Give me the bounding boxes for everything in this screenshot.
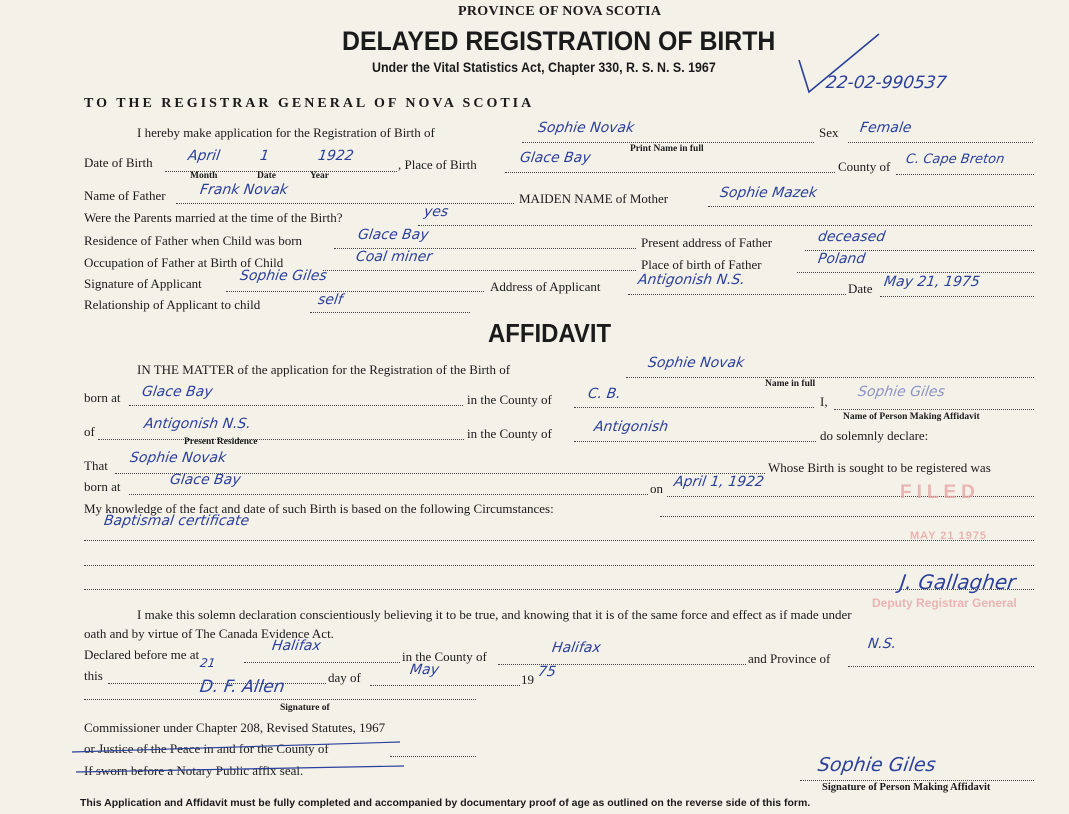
this-label: this: [84, 668, 103, 683]
deponent-name-value: Sophie Giles: [856, 384, 946, 400]
matter-label: IN THE MATTER of the application for the Registration of the Birth of: [137, 362, 511, 377]
born-at2-value: Glace Bay: [168, 472, 242, 488]
province-heading: PROVINCE OF NOVA SCOTIA: [458, 4, 662, 19]
occupation-label: Occupation of Father at Birth of Child: [84, 255, 284, 270]
filed-date-stamp: MAY 21 1975: [910, 530, 988, 542]
county3-label: in the County of: [402, 649, 487, 664]
present-address-value: deceased: [816, 229, 887, 245]
document-title: DELAYED REGISTRATION OF BIRTH: [342, 26, 776, 56]
of-value: Antigonish N.S.: [142, 416, 253, 432]
year-caption: Year: [310, 171, 329, 181]
declare-label: do solemnly declare:: [820, 428, 929, 443]
province-label: and Province of: [748, 651, 831, 666]
commissioner-line: Commissioner under Chapter 208, Revised Statutes, 1967: [84, 720, 386, 735]
matter-name-value: Sophie Novak: [646, 355, 746, 371]
knowledge-label: My knowledge of the fact and date of such Birth is based on the following Circumstances:: [84, 501, 554, 516]
that-value: Sophie Novak: [128, 450, 228, 466]
on-label: on: [650, 481, 663, 496]
present-address-label: Present address of Father: [641, 235, 773, 250]
county3-value: Halifax: [550, 640, 602, 656]
address-label: Address of Applicant: [490, 279, 601, 294]
application-date-value: May 21, 1975: [882, 274, 981, 290]
relationship-value: self: [316, 292, 344, 308]
dob-day-value: 1: [258, 148, 271, 164]
registration-number: 22-02-990537: [824, 73, 948, 93]
name-full-caption: Name in full: [765, 379, 816, 389]
deponent-signature: Sophie Giles: [816, 754, 938, 776]
strike-lines: [70, 736, 410, 776]
i-label: I,: [820, 394, 828, 409]
father-pob-value: Poland: [816, 251, 867, 267]
justice-line: or Justice of the Peace in and for the County of: [84, 741, 329, 756]
registrar-signature: J. Gallagher: [898, 570, 1018, 594]
year-suffix-value: 75: [536, 664, 557, 680]
deponent-caption: Signature of Person Making Affidavit: [822, 782, 991, 793]
intro-label: I hereby make application for the Registration of Birth of: [137, 125, 435, 140]
circumstances-value: Baptismal certificate: [102, 513, 251, 529]
residence-value: Glace Bay: [356, 227, 430, 243]
declared-value: Halifax: [270, 638, 322, 654]
signature-label: Signature of Applicant: [84, 276, 202, 291]
born-at-label: born at: [84, 390, 121, 405]
address-value: Antigonish N.S.: [636, 272, 747, 288]
of-label: of: [84, 424, 95, 439]
relationship-label: Relationship of Applicant to child: [84, 297, 261, 312]
date-label: Date: [848, 281, 873, 296]
affidavit-county2-value: Antigonish: [592, 419, 670, 435]
declaration-line-2: oath and by virtue of The Canada Evidence Act.: [84, 626, 334, 641]
print-name-caption: Print Name in full: [630, 144, 704, 154]
registrar-role-stamp: Deputy Registrar General: [872, 596, 1017, 610]
declaration-line-1: I make this solemn declaration conscientiously believing it to be true, and knowing that it is of the same force and effect as if made under: [137, 607, 852, 622]
sex-value: Female: [858, 120, 913, 136]
married-label: Were the Parents married at the time of the Birth?: [84, 210, 343, 225]
signature-of-caption: Signature of: [280, 703, 330, 713]
affidavit-county-value: C. B.: [586, 386, 622, 402]
whose-birth-label: Whose Birth is sought to be registered was: [768, 460, 991, 475]
affidavit-title: AFFIDAVIT: [488, 318, 612, 348]
document-subtitle: Under the Vital Statistics Act, Chapter 330, R. S. N. S. 1967: [372, 60, 716, 75]
dob-year-value: 1922: [316, 148, 355, 164]
occupation-value: Coal miner: [354, 249, 434, 265]
day-of-label: day of: [328, 670, 361, 685]
child-name-value: Sophie Novak: [536, 120, 636, 136]
pob-label: , Place of Birth: [398, 157, 477, 172]
born-at2-label: born at: [84, 479, 121, 494]
dob-label: Date of Birth: [84, 155, 153, 170]
day-value: 21: [199, 656, 217, 670]
registrar-address: TO THE REGISTRAR GENERAL OF NOVA SCOTIA: [84, 96, 535, 111]
mother-value: Sophie Mazek: [718, 185, 819, 201]
footer-instructions: This Application and Affidavit must be fully completed and accompanied by documentary proof of age as outlined on the reverse side of this form.: [80, 797, 811, 809]
filed-stamp: FILED: [900, 482, 980, 503]
person-caption: Name of Person Making Affidavit: [843, 412, 980, 422]
date-caption: Date: [257, 171, 276, 181]
month-value: May: [408, 662, 441, 678]
commissioner-signature: D. F. Allen: [198, 677, 287, 697]
year-prefix: 19: [521, 672, 534, 687]
pob-value: Glace Bay: [518, 150, 592, 166]
on-value: April 1, 1922: [672, 474, 766, 490]
mother-label: MAIDEN NAME of Mother: [519, 191, 669, 206]
county-value: C. Cape Breton: [904, 152, 1006, 167]
that-label: That: [84, 458, 108, 473]
province-value: N.S.: [866, 636, 898, 652]
father-pob-label: Place of birth of Father: [641, 257, 762, 272]
declared-label: Declared before me at: [84, 647, 200, 662]
residence-label: Residence of Father when Child was born: [84, 233, 303, 248]
father-value: Frank Novak: [198, 182, 289, 198]
month-caption: Month: [190, 171, 218, 181]
notary-line: If sworn before a Notary Public affix seal.: [84, 763, 304, 778]
present-residence-caption: Present Residence: [184, 437, 258, 447]
check-mark-icon: [795, 30, 885, 100]
father-label: Name of Father: [84, 188, 166, 203]
born-at-value: Glace Bay: [140, 384, 214, 400]
dob-month-value: April: [186, 148, 222, 164]
affidavit-county2-label: in the County of: [467, 426, 552, 441]
sex-label: Sex: [819, 125, 839, 140]
married-value: yes: [422, 204, 450, 220]
affidavit-county-label: in the County of: [467, 392, 552, 407]
county-label: County of: [838, 159, 891, 174]
applicant-signature-value: Sophie Giles: [238, 268, 328, 284]
